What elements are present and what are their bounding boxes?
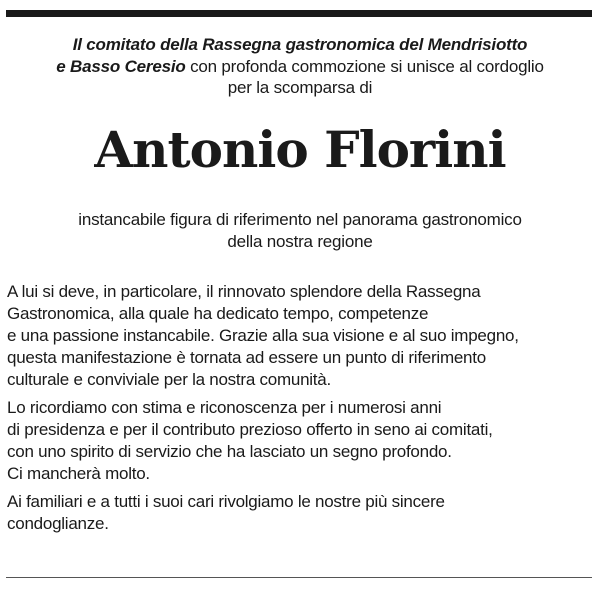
subtitle xyxy=(0,209,600,253)
deceased-name: Antonio Florini xyxy=(94,120,506,179)
paragraph-2 xyxy=(7,397,595,485)
intro-text xyxy=(0,34,600,99)
subtitle-line-2: della nostra regione xyxy=(227,232,373,251)
intro-line-3: per la scomparsa di xyxy=(227,78,373,97)
intro-line-2 xyxy=(0,56,600,78)
paragraph-3 xyxy=(7,491,595,535)
paragraph-line: Gastronomica, alla quale ha dedicato tempo, competenze xyxy=(7,304,429,323)
paragraph-line: Ci mancherà molto. xyxy=(7,464,150,483)
top-rule xyxy=(6,10,592,17)
paragraph-line: questa manifestazione è tornata ad essere un punto di riferimento xyxy=(7,348,486,367)
intro-line-1: Il comitato della Rassegna gastronomica del Mendrisiotto xyxy=(72,35,528,54)
subtitle-line-1: instancabile figura di riferimento nel panorama gastronomico xyxy=(78,210,522,229)
body-text xyxy=(7,281,595,541)
paragraph-line: A lui si deve, in particolare, il rinnovato splendore della Rassegna xyxy=(7,282,481,301)
bottom-rule xyxy=(6,577,592,578)
paragraph-1 xyxy=(7,281,595,391)
paragraph-line: condoglianze. xyxy=(7,514,109,533)
paragraph-line: di presidenza e per il contributo prezioso offerto in seno ai comitati, xyxy=(7,420,493,439)
intro-organization: e Basso Ceresio xyxy=(56,56,186,76)
paragraph-line: Lo ricordiamo con stima e riconoscenza per i numerosi anni xyxy=(7,398,442,417)
paragraph-line: con uno spirito di servizio che ha lasciato un segno profondo. xyxy=(7,442,452,461)
paragraph-line: e una passione instancabile. Grazie alla sua visione e al suo impegno, xyxy=(7,326,519,345)
paragraph-line: culturale e conviviale per la nostra comunità. xyxy=(7,370,331,389)
paragraph-line: Ai familiari e a tutti i suoi cari rivolgiamo le nostre più sincere xyxy=(7,492,445,511)
intro-line-2-rest: con profonda commozione si unisce al cordoglio xyxy=(185,56,544,76)
